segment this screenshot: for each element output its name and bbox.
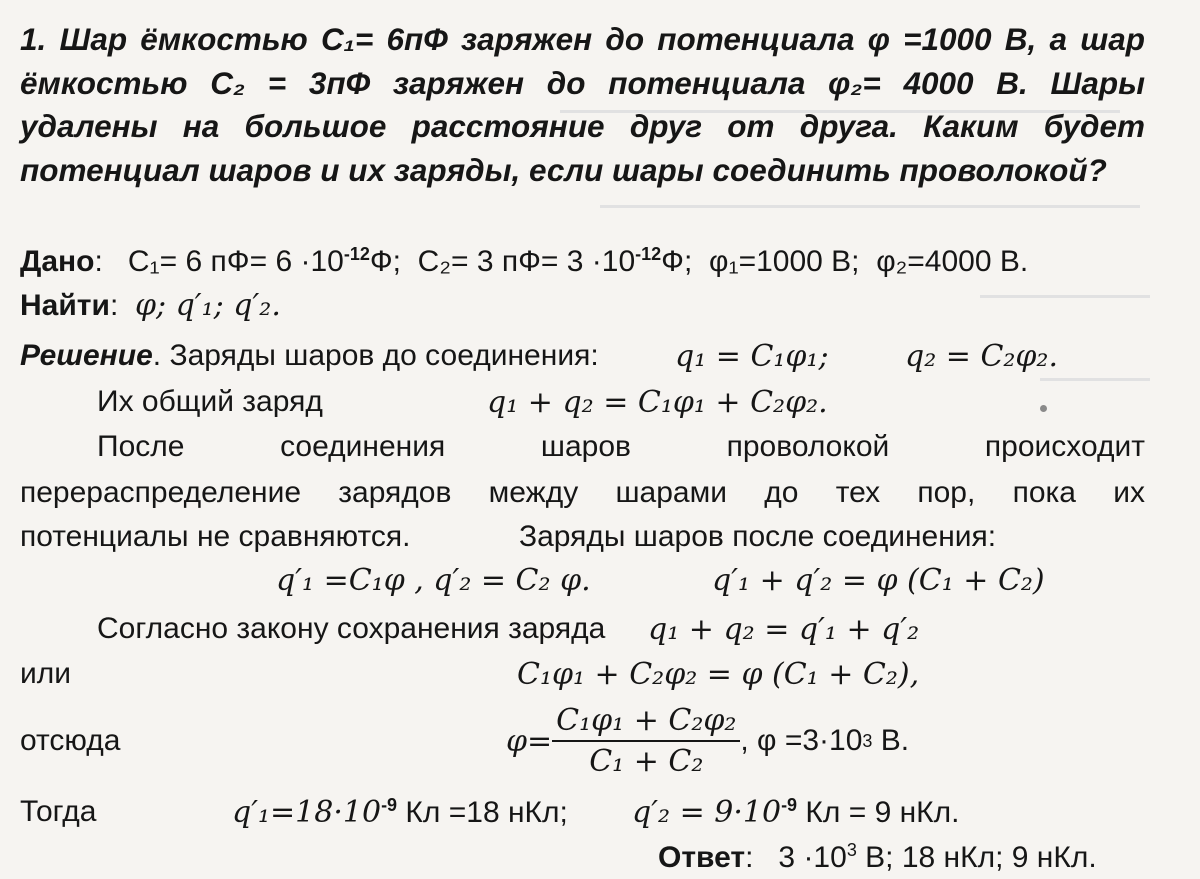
q2-result-exponent: -9 — [781, 795, 798, 815]
q1-result-unit: Кл =18 нКл; — [405, 796, 568, 829]
given-c2-unit: Ф; — [661, 245, 693, 278]
phi-lhs: φ= — [506, 723, 553, 759]
then-label: Тогда — [20, 795, 97, 828]
formula-q1: q₁ = C₁φ₁; — [675, 339, 829, 374]
given-c1-exponent: -12 — [343, 244, 370, 264]
given-c1-unit: Ф; — [369, 245, 401, 278]
paragraph-line-2: перераспределение зарядов между шарами до тех пор, пока их — [20, 476, 1145, 509]
find-line: Найти: φ; q′₁; q′₂. — [20, 288, 281, 323]
answer-label: Ответ — [658, 841, 746, 874]
given-c2-exponent: -12 — [635, 244, 662, 264]
problem-statement: 1. Шар ёмкостью C₁= 6пФ заряжен до потенциала φ =1000 В, а шар ёмкостью C₂ = 3пФ заряжен до потенциала φ₂= 4000 В. Шары удалены на большое расстояние друг от друга. Каким будет потенциал шаров и их заряды, если шары соединить проволокой? — [20, 21, 1145, 188]
q2-result — [632, 795, 960, 830]
solution-intro: . Заряды шаров до соединения: — [152, 339, 599, 372]
phi-unit: В. — [880, 724, 910, 757]
or-formula: C₁φ₁ + C₂φ₂ = φ (C₁ + C₂), — [517, 657, 920, 692]
phi-denominator: C₁ + C₂ — [589, 744, 704, 779]
given-c1: C₁= 6 пФ= 6 ·10 — [127, 245, 344, 278]
given-label: Дано — [20, 245, 95, 278]
or-label: или — [20, 657, 72, 690]
given-phi1: φ₁=1000 В; — [709, 245, 860, 278]
q1-result-exponent: -9 — [381, 795, 398, 815]
answer-value: 3 ·10 — [778, 841, 847, 874]
q1-result-value: q′₁=18·10 — [232, 795, 382, 830]
paragraph-line-3b: Заряды шаров после соединения: — [519, 520, 997, 553]
phi-exponent: 3 — [862, 730, 873, 751]
hence-label: отсюда — [20, 724, 121, 757]
answer-line: Ответ: $3 \cdot 10^3$ В; 18 нКл; 9 нКл. — [658, 840, 1097, 874]
given-line: Дано: C₁= 6 $пФ= 6 \cdot 10^{-12}Ф$; C₂= 3 $пФ= 3 \cdot 10^{-12}Ф$; φ₁=1000 В; φ₂=4000 В. — [20, 244, 1029, 278]
charges-after-formula: q′₁ =C₁φ , q′₂ = C₂ φ. — [276, 563, 591, 598]
solution-line — [20, 339, 599, 373]
total-charge-label: Их общий заряд — [97, 385, 323, 418]
find-label: Найти — [20, 289, 110, 322]
q2-result-value: q′₂ = 9·10 — [632, 795, 782, 830]
phi-fraction — [552, 703, 740, 779]
phi-value: , φ =3·10 — [740, 724, 863, 757]
q2-result-unit: Кл = 9 нКл. — [805, 796, 960, 829]
q1-result — [232, 795, 568, 830]
paragraph-line-1: После соединения шаров проволокой происходит — [97, 430, 1145, 463]
conservation-formula: q₁ + q₂ = q′₁ + q′₂ — [648, 612, 920, 647]
solution-label: Решение — [20, 339, 153, 372]
given-c2: C₂= 3 пФ= 3 ·10 — [417, 245, 636, 278]
charges-sum-formula: q′₁ + q′₂ = φ (C₁ + C₂) — [712, 563, 1045, 598]
given-phi2: φ₂=4000 В. — [876, 245, 1029, 278]
answer-rest: В; 18 нКл; 9 нКл. — [865, 841, 1097, 874]
total-charge-formula: q₁ + q₂ = C₁φ₁ + C₂φ₂. — [487, 385, 828, 420]
conservation-label: Согласно закону сохранения заряда — [97, 612, 606, 645]
phi-numerator: C₁φ₁ + C₂φ₂ — [552, 703, 740, 742]
paragraph-line-3a: потенциалы не сравняются. — [20, 520, 411, 553]
answer-exponent: 3 — [846, 840, 857, 860]
formula-q2: q₂ = C₂φ₂. — [905, 339, 1058, 374]
phi-formula — [506, 696, 909, 786]
find-values: φ; q′₁; q′₂. — [134, 288, 281, 323]
